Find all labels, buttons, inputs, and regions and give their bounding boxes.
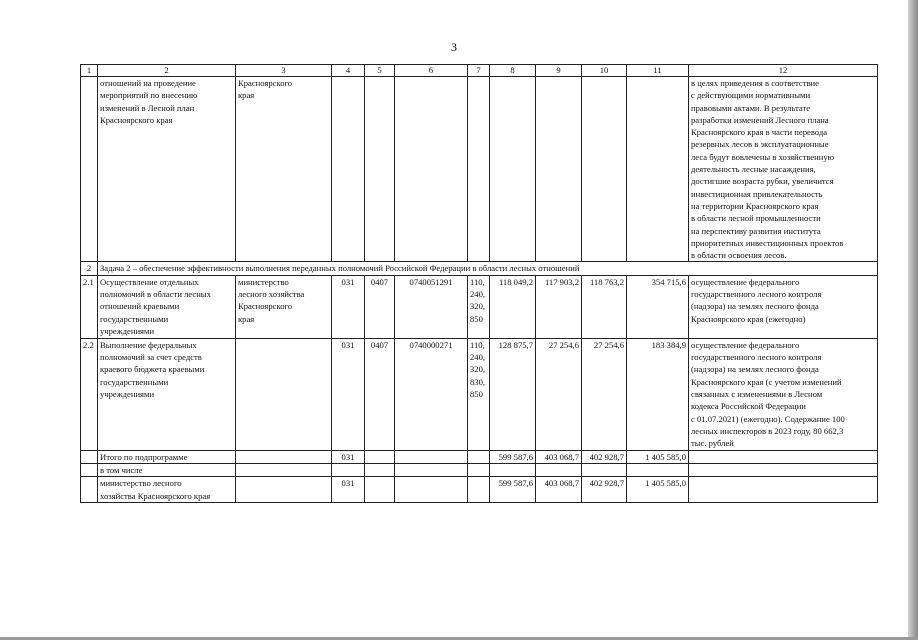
activity-name: отношений на проведение мероприятий по внесению изменений в Лесной план Красноярского края [98, 77, 236, 262]
task-row [81, 262, 878, 275]
csr-code: 0740000271 [395, 338, 468, 450]
program-table [80, 64, 878, 503]
amount-total: 1 405 585,0 [627, 477, 689, 503]
header-row [81, 65, 878, 77]
vr-codes: 110, 240, 320, 850 [468, 275, 490, 338]
amount-total: 1 405 585,0 [627, 450, 689, 463]
ministry-label: министерство лесного хозяйства Красноярского края [98, 477, 236, 503]
executor: Красноярского края [236, 77, 332, 262]
total-label: Итого по подпрограмме [98, 450, 236, 463]
header-cell: 12 [689, 65, 878, 77]
table-row [81, 275, 878, 338]
expected-result: в целях приведения в соответствие с действующими нормативными правовыми актами. В результате разработки изменений Лесного плана Красноярского края в части перевода резервных лесов в эксплуатационные леса будут вовлечены в хозяйственную деятельность лесные насаждения, достигшие возраста рубки, увеличится инвестиционная привлекательность на территории Красноярского края в области лесной промышленности на перспективу развития института приоритетных инвестиционных проектов в области освоения лесов. [689, 77, 878, 262]
header-cell: 1 [81, 65, 98, 77]
grbs-code: 031 [332, 450, 365, 463]
ministry-row [81, 477, 878, 503]
page-edge-shadow [908, 0, 918, 640]
amount-2025: 402 928,7 [582, 450, 627, 463]
task-number: 2 [81, 262, 98, 275]
table-row [81, 338, 878, 450]
amount-2024: 117 903,2 [536, 275, 582, 338]
amount-2023: 128 875,7 [490, 338, 536, 450]
grbs-code: 031 [332, 477, 365, 503]
total-row [81, 450, 878, 463]
header-cell: 11 [627, 65, 689, 77]
including-row [81, 464, 878, 477]
header-cell: 5 [365, 65, 395, 77]
header-cell: 8 [490, 65, 536, 77]
amount-2024: 27 254,6 [536, 338, 582, 450]
executor [236, 338, 332, 450]
rzpr-code: 0407 [365, 338, 395, 450]
header-cell: 9 [536, 65, 582, 77]
grbs-code: 031 [332, 338, 365, 450]
executor: министерство лесного хозяйства Красноярского края [236, 275, 332, 338]
amount-2023: 118 049,2 [490, 275, 536, 338]
amount-2024: 403 068,7 [536, 450, 582, 463]
header-cell: 2 [98, 65, 236, 77]
amount-2025: 118 763,2 [582, 275, 627, 338]
header-cell: 10 [582, 65, 627, 77]
amount-total: 354 715,6 [627, 275, 689, 338]
header-cell: 7 [468, 65, 490, 77]
row-number: 2.1 [81, 275, 98, 338]
activity-name: Осуществление отдельных полномочий в области лесных отношений краевыми государственными учреждениями [98, 275, 236, 338]
grbs-code: 031 [332, 275, 365, 338]
header-cell: 3 [236, 65, 332, 77]
csr-code: 0740051291 [395, 275, 468, 338]
header-cell: 4 [332, 65, 365, 77]
expected-result: осуществление федерального государственного лесного контроля (надзора) на землях лесного фонда Красноярского края (с учетом изменений связанных с изменениями в Лесном кодекса Российской Федерации с 01.07.2021) (ежегодно). Содержание 100 лесных инспекторов в 2023 году, 80 662,3 тыс. рублей [689, 338, 878, 450]
amount-2025: 402 928,7 [582, 477, 627, 503]
vr-codes: 110, 240, 320, 830, 850 [468, 338, 490, 450]
activity-name: Выполнение федеральных полномочий за счет средств краевого бюджета краевыми государственными учреждениями [98, 338, 236, 450]
row-number [81, 77, 98, 262]
amount-2023: 599 587,6 [490, 477, 536, 503]
rzpr-code: 0407 [365, 275, 395, 338]
expected-result: осуществление федерального государственного лесного контроля (надзора) на землях лесного фонда Красноярского края (ежегодно) [689, 275, 878, 338]
header-cell: 6 [395, 65, 468, 77]
task-title: Задача 2 – обеспечение эффективности выполнения переданных полномочий Российской Федерации в области лесных отношений [98, 262, 878, 275]
table-row-continued [81, 77, 878, 262]
amount-total: 183 384,9 [627, 338, 689, 450]
amount-2024: 403 068,7 [536, 477, 582, 503]
amount-2023: 599 587,6 [490, 450, 536, 463]
page-number: 3 [451, 40, 457, 54]
amount-2025: 27 254,6 [582, 338, 627, 450]
including-label: в том числе [98, 464, 236, 477]
row-number: 2.2 [81, 338, 98, 450]
